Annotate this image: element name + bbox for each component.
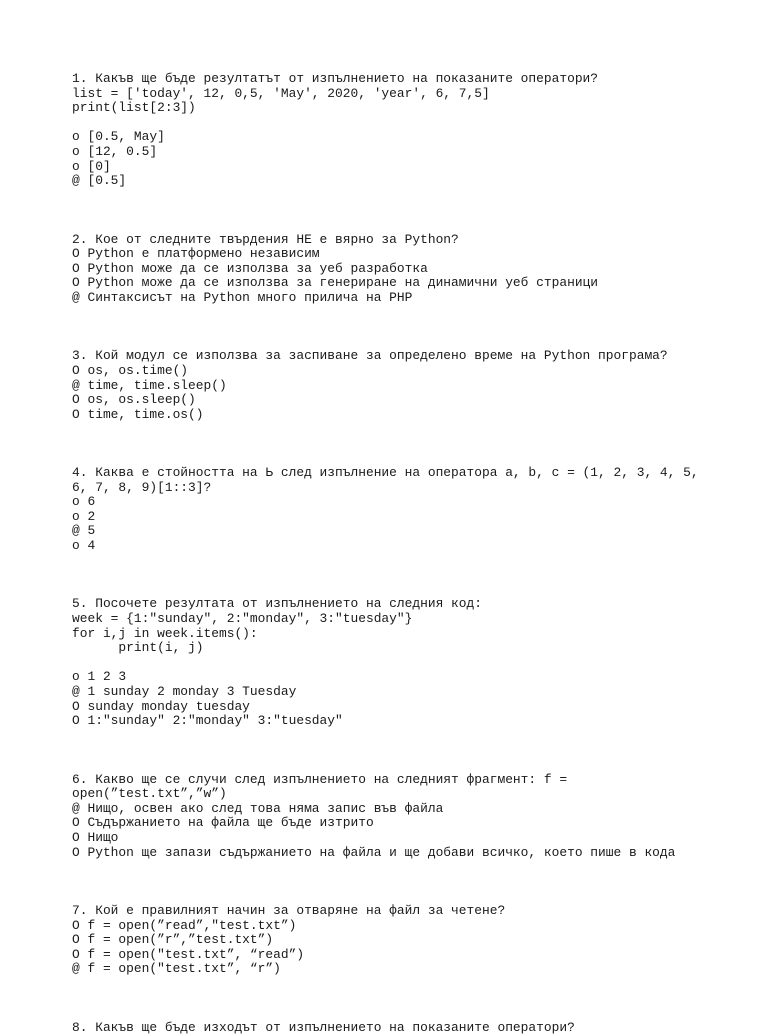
answer-option: o [0] [72, 158, 111, 174]
answer-option: O f = open(”r”,”test.txt”) [72, 932, 274, 948]
question-5 [72, 597, 712, 728]
question-7 [72, 904, 712, 977]
question-text: 6, 7, 8, 9)[1::3]? [72, 479, 212, 495]
correct-answer-option: @ Синтаксисът на Python много прилича на PHP [72, 289, 413, 305]
answer-option: o 6 [72, 494, 96, 510]
code-line: print(list[2:3]) [72, 100, 196, 116]
correct-answer-option: @ 1 sunday 2 monday 3 Tuesday [72, 684, 297, 699]
answer-option: O Python може да се използва за генериране на динамични уеб страници [72, 275, 599, 291]
correct-answer-option: @ f = open("test.txt”, “r”) [72, 961, 281, 977]
correct-answer-option: @ Нищо, освен ако след това няма запис във файла [72, 800, 444, 816]
answer-option: O 1:"sunday" 2:"monday" 3:"tuesday" [72, 713, 343, 729]
question-2 [72, 233, 712, 306]
question-8 [72, 1021, 712, 1035]
question-text: 5. Посочете резултата от изпълнението на следния код: [72, 596, 482, 612]
answer-option: o [0.5, May] [72, 129, 165, 145]
answer-option: O os, os.sleep() [72, 392, 196, 408]
answer-option: o 2 [72, 508, 96, 524]
question-text: open(”test.txt”,”w”) [72, 786, 227, 802]
code-line: print(i, j) [72, 640, 204, 656]
answer-option: O f = open(”read”,"test.txt”) [72, 917, 297, 933]
question-3 [72, 349, 712, 422]
answer-option: O Python е платформено независим [72, 246, 320, 262]
answer-option: o 4 [72, 538, 96, 554]
answer-option: O sunday monday tuesday [72, 698, 250, 714]
question-text: 2. Кое от следните твърдения НЕ е вярно за Python? [72, 231, 459, 247]
answer-option: O Python ще запази съдържанието на файла и ще добави всичко, което пише в кода [72, 844, 676, 860]
answer-option: O Python може да се използва за уеб разработка [72, 260, 428, 276]
question-text: 3. Кой модул се използва за заспиване за определено време на Python програма? [72, 348, 668, 364]
answer-option: o 1 2 3 [72, 669, 127, 685]
answer-option: O Нищо [72, 829, 119, 845]
question-text: 6. Какво ще се случи след изпълнението на следният фрагмент: f = [72, 771, 568, 787]
question-4 [72, 466, 712, 554]
correct-answer-option: @ time, time.sleep() [72, 377, 227, 393]
question-text: 1. Какъв ще бъде резултатът от изпълнението на показаните оператори? [72, 71, 599, 86]
code-line: for i,j in week.items(): [72, 625, 258, 641]
code-line: week = {1:"sunday", 2:"monday", 3:"tuesday"} [72, 611, 413, 627]
question-text: 8. Какъв ще бъде изходът от изпълнението на показаните оператори? [72, 1019, 575, 1035]
question-text: 7. Кой е правилният начин за отваряне на файл за четене? [72, 902, 506, 918]
answer-option: O time, time.os() [72, 406, 204, 422]
question-6 [72, 773, 712, 861]
answer-option: o [12, 0.5] [72, 143, 158, 159]
question-1 [72, 72, 712, 189]
document-page [72, 72, 712, 1035]
code-line: list = ['today', 12, 0,5, 'May', 2020, 'year', 6, 7,5] [72, 85, 490, 101]
answer-option: O Съдържанието на файла ще бъде изтрито [72, 815, 374, 831]
answer-option: O f = open("test.txt”, “read”) [72, 946, 305, 962]
answer-option: O os, os.time() [72, 362, 189, 378]
correct-answer-option: @ 5 [72, 523, 96, 539]
question-text: 4. Каква е стойността на Ь след изпълнение на оператора a, b, c = (1, 2, 3, 4, 5, [72, 465, 699, 481]
correct-answer-option: @ [0.5] [72, 173, 127, 189]
